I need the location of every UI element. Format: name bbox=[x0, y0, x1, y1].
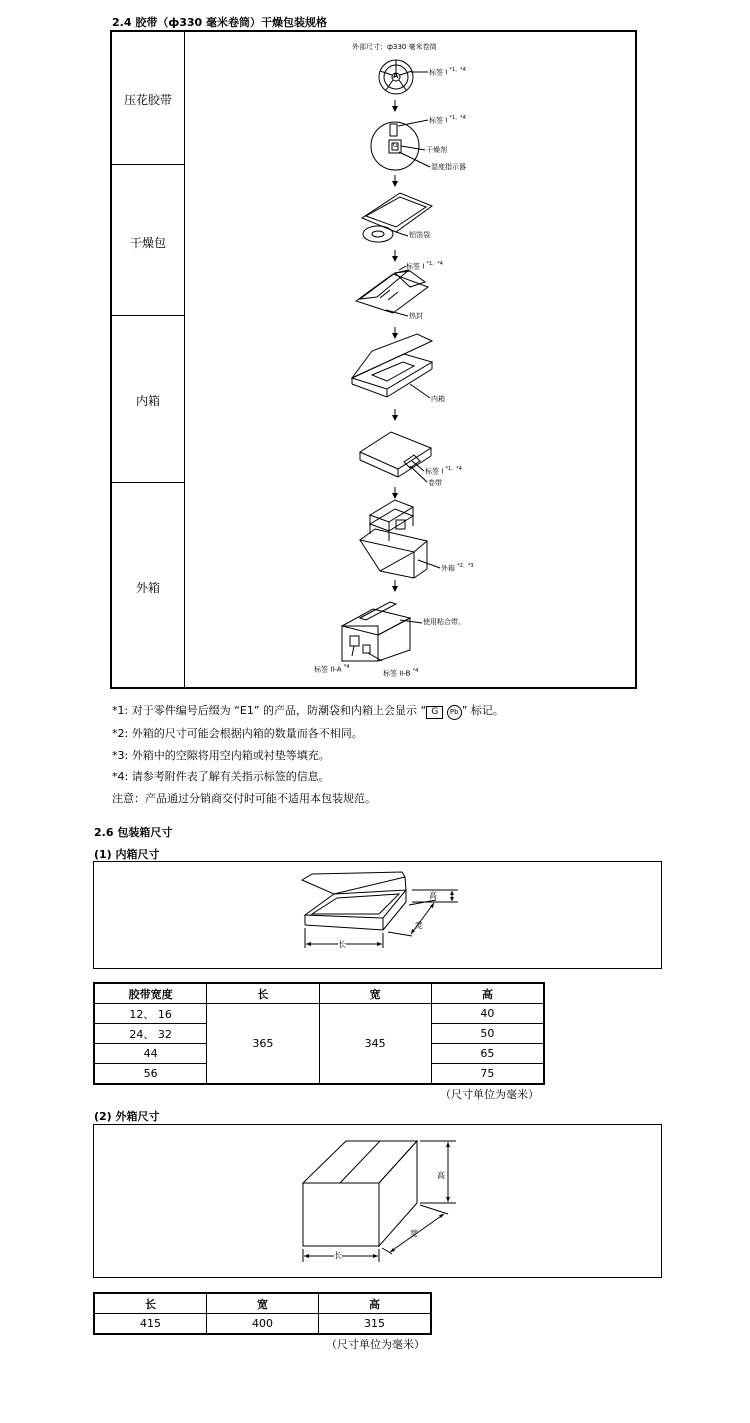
table-cell: 400 bbox=[207, 1314, 319, 1335]
table-cell: 315 bbox=[319, 1314, 432, 1335]
col-header: 胶带宽度 bbox=[94, 983, 207, 1004]
table-cell: 345 bbox=[319, 1004, 431, 1085]
outer-height-label: 高 bbox=[437, 1171, 445, 1180]
inner-height-label: 高 bbox=[429, 891, 437, 900]
table-cell: 50 bbox=[431, 1024, 544, 1044]
aluminum-bag-label: 铝箔袋 bbox=[409, 231, 430, 239]
label-i-reel: 标签 I $^{*1、*4}$ bbox=[429, 67, 466, 77]
note-1: *1: 对于零件编号后缀为 “E1” 的产品，防潮袋和内箱上会显示 “ G Pb ” 标记。 bbox=[112, 702, 504, 720]
table-cell: 65 bbox=[431, 1044, 544, 1064]
pb-free-icon: Pb bbox=[447, 705, 462, 720]
stage-dry-pack: 干燥包 bbox=[129, 236, 166, 250]
heat-seal-label: 热封 bbox=[409, 312, 423, 320]
inner-box-size-title: (1) 内箱尺寸 bbox=[94, 848, 160, 861]
inner-box-label: 内箱 bbox=[431, 395, 445, 403]
outer-box-table bbox=[93, 1292, 432, 1335]
caution-note: 注意：产品通过分销商交付时可能不适用本包装规范。 bbox=[112, 792, 376, 805]
stage-outer-box: 外箱 bbox=[135, 581, 160, 595]
note-4: *4: 请参考附件表了解有关指示标签的信息。 bbox=[112, 770, 330, 783]
note-2: *2: 外箱的尺寸可能会根据内箱的数量而各不相同。 bbox=[112, 727, 363, 740]
inner-length-label: 长 bbox=[338, 940, 346, 949]
note-3: *3: 外箱中的空隙将用空内箱或衬垫等填充。 bbox=[112, 749, 330, 762]
col-header: 长 bbox=[207, 983, 319, 1004]
label-ii-b: 标签 II-B $^{*4}$ bbox=[383, 668, 419, 678]
g-mark: G bbox=[393, 142, 398, 149]
adhesive-tape-label: 使用粘合带。 bbox=[423, 618, 465, 626]
humidity-indicator-label: 湿度指示器 bbox=[431, 163, 466, 171]
stage-embossed-tape: 压花胶带 bbox=[123, 93, 172, 107]
label-ii-a: 标签 II-A $^{*4}$ bbox=[314, 664, 350, 674]
outer-box-size-title: (2) 外箱尺寸 bbox=[94, 1110, 160, 1123]
g-mark-box: G bbox=[426, 706, 443, 719]
col-header: 高 bbox=[431, 983, 544, 1004]
table-cell: 75 bbox=[431, 1064, 544, 1085]
col-header: 宽 bbox=[319, 983, 431, 1004]
table-cell: 24、 32 bbox=[94, 1024, 207, 1044]
section-2-6-title: 2.6 包装箱尺寸 bbox=[94, 826, 173, 839]
col-header: 高 bbox=[319, 1293, 432, 1314]
outer-length-label: 长 bbox=[334, 1251, 342, 1260]
desiccant-label: 干燥剂 bbox=[426, 146, 447, 154]
outer-width-label: 宽 bbox=[410, 1229, 418, 1238]
table-cell: 56 bbox=[94, 1064, 207, 1085]
outer-box-label: 外箱 $^{*2、*3}$ bbox=[441, 563, 474, 573]
table-cell: 365 bbox=[207, 1004, 319, 1085]
table-cell: 40 bbox=[431, 1004, 544, 1024]
inner-unit-note: （尺寸单位为毫米） bbox=[440, 1088, 539, 1101]
tape-label: 卷带 bbox=[428, 479, 442, 487]
col-header: 宽 bbox=[207, 1293, 319, 1314]
reel-letter: A bbox=[393, 72, 399, 80]
table-cell: 415 bbox=[94, 1314, 207, 1335]
table-cell: 44 bbox=[94, 1044, 207, 1064]
label-i-desiccant: 标签 I $^{*1、*4}$ bbox=[429, 115, 466, 125]
label-i-bag: 标签 I $^{*1、*4}$ bbox=[406, 261, 443, 271]
inner-width-label: 宽 bbox=[415, 921, 423, 930]
col-header: 长 bbox=[94, 1293, 207, 1314]
label-i-inner-box: 标签 I $^{*1、*4}$ bbox=[425, 466, 462, 476]
stage-inner-box: 内箱 bbox=[135, 394, 160, 408]
outer-size-caption: 外部尺寸：ф330 毫米卷筒 bbox=[352, 43, 437, 51]
table-cell: 12、 16 bbox=[94, 1004, 207, 1024]
outer-unit-note: （尺寸单位为毫米） bbox=[326, 1338, 425, 1351]
section-2-4-title: 2.4 胶带（ф330 毫米卷筒）干燥包装规格 bbox=[112, 16, 328, 29]
